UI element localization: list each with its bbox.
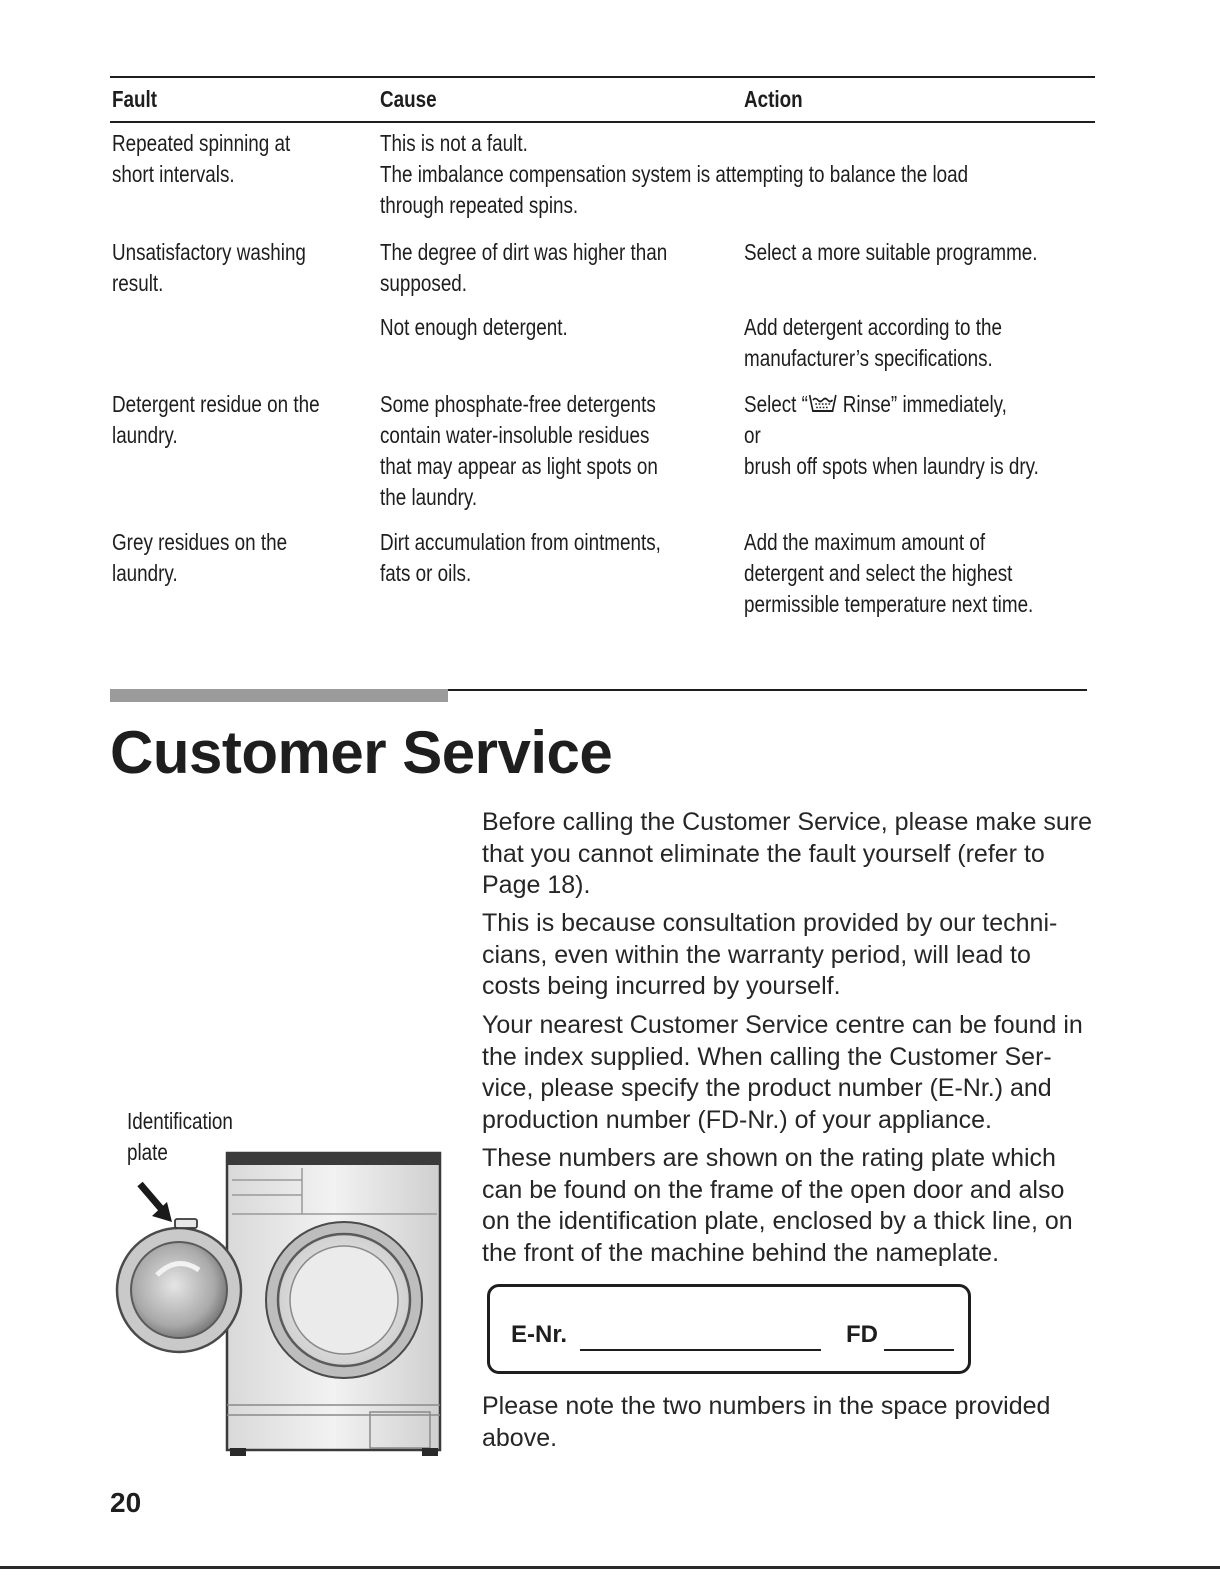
paragraph-4: These numbers are shown on the rating plate which can be found on the frame of the open door and also on the identification plate, enclosed by a thick line, on the front of the machine behind the nameplate. (482, 1144, 1073, 1267)
closing-paragraph: Please note the two numbers in the space provided above. (482, 1392, 1051, 1452)
paragraph-1: Before calling the Customer Service, please make sure that you cannot eliminate the fault yourself (refer to Page 18). (482, 808, 1093, 899)
section-rule (448, 689, 1087, 691)
table-top-rule (110, 76, 1095, 78)
section-bar (110, 689, 448, 702)
row2a-action: Select a more suitable programme. (744, 239, 1038, 265)
table-header-rule (110, 121, 1095, 123)
washing-machine-illustration (112, 1150, 447, 1460)
row3-cause: Some phosphate-free detergents contain water-insoluble residues that may appear as light spots on the laundry. (380, 391, 658, 510)
section-title: Customer Service (110, 719, 613, 786)
row1-fault: Repeated spinning at short intervals. (112, 130, 291, 187)
row2-fault: Unsatisfactory washing result. (112, 239, 306, 296)
row4-fault: Grey residues on the laundry. (112, 529, 288, 586)
paragraph-2: This is because consultation provided by our technicians, even within the warranty period, will lead to costs being incurred by yourself. (482, 909, 1058, 1000)
row3-action (744, 389, 1104, 482)
row2b-cause: Not enough detergent. (380, 314, 568, 340)
header-action: Action (744, 86, 803, 112)
row1-cause: This is not a fault. The imbalance compensation system is attempting to balance the load through repeated spins. (380, 130, 969, 218)
rinse-icon (808, 392, 838, 414)
row4-cause: Dirt accumulation from ointments, fats or oils. (380, 529, 661, 586)
page-number: 20 (110, 1487, 142, 1518)
figure-label: Identification plate (127, 1108, 233, 1165)
row3-fault: Detergent residue on the laundry. (112, 391, 320, 448)
row2b-action: Add detergent according to the manufacturer’s specifications. (744, 314, 1002, 371)
enr-field[interactable] (580, 1349, 821, 1351)
row4-action: Add the maximum amount of detergent and select the highest permissible temperature next time. (744, 529, 1034, 617)
row3-action-rest: or brush off spots when laundry is dry. (744, 422, 1039, 479)
fd-label: FD (846, 1321, 878, 1348)
fd-field[interactable] (884, 1349, 954, 1351)
enr-label: E-Nr. (511, 1321, 568, 1348)
paragraph-3: Your nearest Customer Service centre can be found in the index supplied. When calling the Customer Service, please specify the product number (E-Nr.) and production number (FD-Nr.) of your appliance. (482, 1011, 1083, 1134)
row3-action-post: Rinse” immediately, (837, 391, 1007, 417)
row2a-cause: The degree of dirt was higher than supposed. (380, 239, 668, 296)
row3-action-pre: Select “ (744, 391, 808, 417)
header-fault: Fault (112, 86, 158, 112)
header-cause: Cause (380, 86, 437, 112)
bottom-rule (0, 1566, 1220, 1569)
